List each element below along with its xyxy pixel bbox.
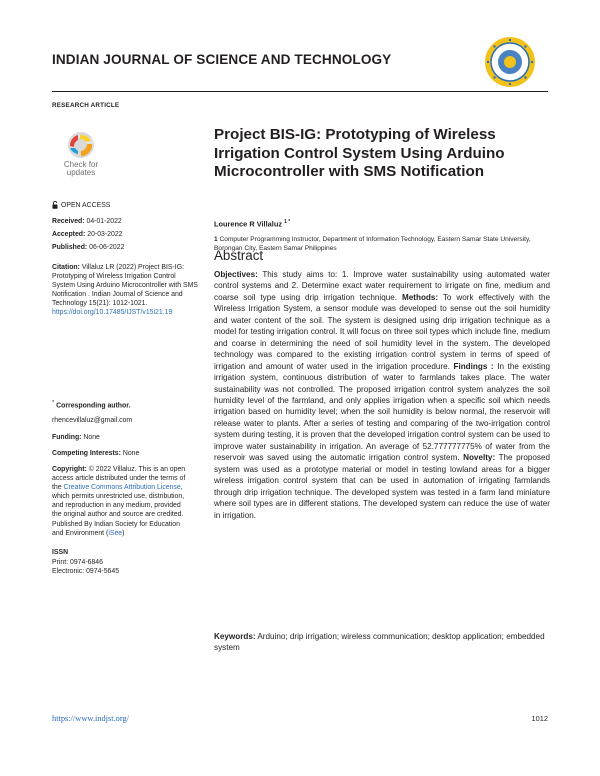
badge-line-1: Check for bbox=[63, 160, 99, 169]
check-for-updates-badge[interactable] bbox=[56, 130, 106, 182]
abstract-heading: Abstract bbox=[214, 248, 264, 263]
journal-website-link[interactable]: https://www.indjst.org/ bbox=[52, 714, 130, 723]
copyright-text-after: , which permits unrestricted use, distribution, and reproduction in any medium, provided the original author and source are credited. bbox=[52, 484, 185, 519]
open-access-text: OPEN ACCESS bbox=[61, 201, 111, 209]
header-divider bbox=[52, 91, 548, 92]
methods-label: Methods: bbox=[401, 292, 439, 302]
novelty-label: Novelty: bbox=[463, 453, 496, 463]
issn-label: ISSN bbox=[52, 549, 69, 556]
keywords-label: Keywords: bbox=[214, 632, 256, 641]
author-name: Lourence R Villaluz bbox=[214, 219, 283, 229]
author-affiliation-marker: 1 * bbox=[284, 219, 291, 225]
copyright-label: Copyright: bbox=[52, 466, 87, 473]
accepted-value: 20-03-2022 bbox=[87, 231, 123, 238]
citation-text: Villaluz LR (2022) Project BIS-IG: Prototyping of Wireless Irrigation Control System Using Arduino Microcontroller with SMS Notification . Indian Journal of Science and Technology 15(21): 1012-1021. bbox=[52, 264, 198, 308]
findings-text: In the existing irrigation system, continuous distribution of water to farmlands takes place. The water sustainability was not controlled. The proposed irrigation control system analyzes the soil humidity level of the farmland, and only applies irrigation when a specific soil which needs irrigation based on humidity level; when the soil humidity is below normal, the reservoir will release water to plants. After a series of testing and comparing of the two-irrigation control system during testing, it is proven that the developed irrigation control system can be used to improve water sustainability in irrigation. An average of 52.777777775% of water from the reservoir was saved using the automatic irrigation control system. bbox=[214, 361, 550, 463]
accepted-date bbox=[52, 230, 200, 239]
funding-value: None bbox=[83, 434, 100, 441]
citation-label: Citation: bbox=[52, 264, 80, 271]
affiliation-text: Computer Programming Instructor, Department of Information Technology, Eastern Samar State University, Borongan City, Eastern Samar Philippines bbox=[214, 236, 531, 252]
competing-label: Competing Interests: bbox=[52, 450, 121, 457]
open-access-label bbox=[52, 201, 110, 209]
check-for-updates-icon bbox=[56, 130, 106, 162]
author-line bbox=[214, 219, 290, 228]
keywords-block bbox=[214, 631, 550, 654]
page-number: 1012 bbox=[531, 714, 548, 723]
affiliation-number: 1 bbox=[214, 236, 218, 243]
badge-line-2: updates bbox=[66, 168, 96, 177]
published-value: 06-06-2022 bbox=[89, 244, 125, 251]
article-type-label: RESEARCH ARTICLE bbox=[52, 102, 120, 109]
corresponding-author bbox=[52, 399, 200, 410]
article-title: Project BIS-IG: Prototyping of Wireless Irrigation Control System Using Arduino Microcontroller with SMS Notification bbox=[214, 126, 505, 181]
citation-doi-link[interactable]: https://doi.org/10.17485/IJST/v15i21.19 bbox=[52, 309, 173, 317]
journal-title: INDIAN JOURNAL OF SCIENCE AND TECHNOLOGY bbox=[52, 52, 392, 67]
objectives-text: This study aims to: 1. Improve water sustainability using automated water control systems and 2. Determine exact water requirement to irrigate on fine, medium and coarse soil type using drip irrigation technique. bbox=[214, 270, 550, 302]
methods-text: To work effectively with the Wireless Irrigation System, a sensor module was developed to sense out the soil humidity and water content of the soil. The system is designed using drip irrigation technique as a model for testing irrigation control. It will focus on three soil types which include fine, medium and coarse in determining the need of soil humidity level in the system. The developed technology was compared to the existing irrigation control system in terms of speed of irrigation and amount of water used in the irrigation procedure. bbox=[214, 292, 550, 371]
competing-value: None bbox=[122, 450, 140, 457]
abstract-body bbox=[214, 269, 550, 521]
journal-seal-icon bbox=[484, 36, 536, 88]
funding-label: Funding: bbox=[52, 434, 82, 441]
open-lock-icon bbox=[52, 201, 58, 209]
publisher-block bbox=[52, 520, 180, 538]
corresponding-email[interactable]: rhencevillaluz@gmail.com bbox=[52, 417, 133, 424]
received-value: 04-01-2022 bbox=[86, 218, 122, 225]
publisher-close: ) bbox=[122, 530, 125, 538]
publisher-text: Published By Indian Society for Education and Environment ( bbox=[52, 521, 180, 538]
copyright-block bbox=[52, 465, 188, 520]
copyright-text-before: © 2022 Villaluz. This is an open access article distributed under the terms of the bbox=[52, 466, 186, 492]
published-date bbox=[52, 243, 200, 252]
published-label: Published: bbox=[52, 244, 88, 251]
competing-interests-line bbox=[52, 449, 200, 458]
findings-label: Findings : bbox=[453, 361, 494, 371]
issn-print: Print: 0974-6846 bbox=[52, 559, 103, 566]
novelty-text: The proposed system was used as a prototype material or model in testing lowland areas for a bigger wireless irrigation control system that can be used in automation of irrigating farmlands through drip irrigation technique. The developed system was tested in a farm land miniature where soil types are in different stations. The developed system can reduce the use of water in irrigation. bbox=[214, 453, 550, 520]
received-label: Received: bbox=[52, 218, 85, 225]
keywords-text: Arduino; drip irrigation; wireless communication; desktop application; embedded system bbox=[214, 632, 545, 653]
citation-block bbox=[52, 263, 198, 318]
accepted-label: Accepted: bbox=[52, 231, 86, 238]
corresponding-label: Corresponding author. bbox=[56, 402, 131, 410]
received-date bbox=[52, 217, 200, 226]
corresponding-marker: * bbox=[52, 400, 55, 406]
affiliation bbox=[214, 236, 554, 254]
issn-electronic: Electronic: 0974-5645 bbox=[52, 568, 120, 575]
funding-line bbox=[52, 433, 200, 442]
publisher-link[interactable]: iSee bbox=[108, 530, 123, 538]
objectives-label: Objectives: bbox=[214, 270, 258, 279]
license-link[interactable]: Creative Commons Attribution License bbox=[63, 484, 181, 492]
